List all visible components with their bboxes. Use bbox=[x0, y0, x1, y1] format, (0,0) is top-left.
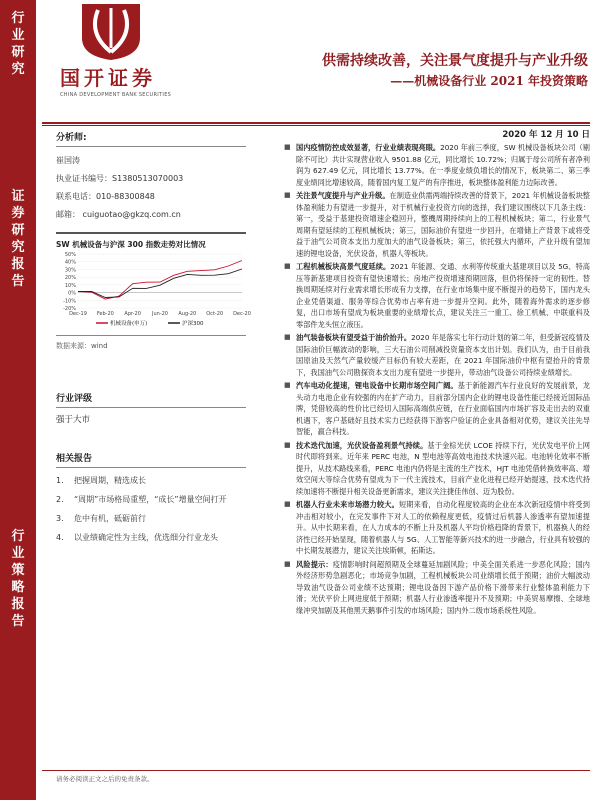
related-report-number: 1. bbox=[56, 476, 64, 485]
bullet-text bbox=[296, 499, 590, 557]
rating-divider bbox=[56, 407, 246, 408]
bullet-heading: 汽车电动化提速，锂电设备中长期市场空间广阔。 bbox=[296, 381, 458, 390]
summary-bullet bbox=[284, 499, 590, 557]
bullet-body: 2021 年能源、交通、水利等传统重大基建项目以及 5G、特高压等新基建项目投资有望快速增长；房地产投资增速预期回落，但仍将保持一定的韧性。替换周期延续对行业需求增长形成有力支撑，在行业市场集中度不断提升的趋势下，国内龙头企业凭借渠道、服务等综合优势市占率有进一步提升空间。此外，随着海外需求的逐步修复，出口市场有望成为板块重要的业绩增长点，建议关注三一重工、徐工机械、中联重科及零部件龙头恒立液压。 bbox=[296, 262, 590, 329]
bullet-square-icon: ■ bbox=[284, 262, 291, 270]
bullet-text bbox=[296, 559, 590, 617]
chart-top-divider bbox=[56, 232, 246, 234]
x-tick-label: Jun-20 bbox=[152, 311, 168, 317]
related-report-item[interactable] bbox=[56, 511, 246, 526]
y-tick-label: 40% bbox=[64, 259, 76, 266]
bullet-body: 疫情影响时间超预期及全球蔓延加剧风险；中美全面关系进一步恶化风险；国内外经济形势急剧恶化；市场竞争加剧，工程机械板块公司业绩增长低于预期；油价大幅波动导致油气设备公司业绩不达预期；锂电设备因下游产品价格下滑带来行业整体盈利能力下滑；光伏平价上网进度低于预期；机器人行业渗透率提升不及预期；中美贸易摩擦、全球地缘冲突加剧及其他黑天鹅事件引发的市场风险；国内外二级市场系统性风险。 bbox=[296, 559, 590, 615]
bullet-square-icon: ■ bbox=[284, 440, 291, 449]
header-divider bbox=[42, 122, 590, 124]
bullet-heading: 国内疫情防控成效显著，行业业绩表现亮眼。 bbox=[296, 143, 441, 152]
bullet-body: 基于金棕光伏 LCOE 持续下行，光伏发电平价上网时代即将到来。近年来 PERC 电池，N 型电池等高效电池技术快速兴起。电池转化效率不断提升，从技术路线来看，PERC 电池内仍将是主流的生产技术，HJT 电池凭借转换效率高、增效空间大等综合优势有望成为下一代主流技术，目前产业化进程已经开始提速，技术迭代持续加速将不断提升相关设备更新需求，建议关注捷佳伟创、迈为股份。 bbox=[296, 440, 590, 496]
rating-heading: 行业评级 bbox=[56, 394, 93, 404]
summary-bullet bbox=[284, 380, 590, 438]
bullet-heading: 工程机械板块高景气度延续。 bbox=[296, 262, 391, 271]
logo-english-name: CHINA DEVELOPMENT BANK SECURITIES bbox=[60, 92, 172, 98]
bullet-heading: 机器人行业未来市场潜力较大。 bbox=[296, 500, 399, 509]
y-tick-label: -10% bbox=[63, 298, 76, 305]
analyst-info bbox=[56, 152, 246, 224]
related-report-title: “周期”市场格局重塑，“成长”增量空间打开 bbox=[74, 495, 227, 504]
bullet-square-icon: ■ bbox=[284, 500, 291, 508]
bullet-heading: 风险提示： bbox=[296, 559, 333, 569]
bullet-body: 短期来看，自动化程度较高的企业在本次新冠疫情中将受到冲击相对较小，在完发事件下对人工的依赖程度更低，疫情过后机器人渗透率有望加速提升。从中长期来看，在人力成本的不断上升及机器人平均价格趋降的背景下，机器换人的经济性已经开始显现，随着机器人与 5G、人工智能等新兴技术的进一步融合，行业具有较强的中长期发展潜力，建议关注埃斯顿，拓斯达。 bbox=[296, 500, 590, 555]
bullet-text bbox=[296, 142, 590, 188]
sidebar-label-strategy-report: 行 业 策 略 报 告 bbox=[11, 529, 25, 629]
summary-bullets bbox=[284, 142, 590, 616]
bullet-square-icon: ■ bbox=[284, 333, 291, 341]
y-tick-label: 10% bbox=[64, 282, 76, 289]
left-sidebar bbox=[0, 0, 36, 800]
summary-bullet bbox=[284, 332, 590, 378]
related-report-number: 4. bbox=[56, 533, 64, 542]
bullet-text bbox=[296, 261, 590, 330]
related-report-title: 以业绩确定性为主线，优选细分行业龙头 bbox=[74, 533, 218, 542]
x-tick-label: Dec-19 bbox=[69, 311, 87, 317]
bullet-body: 2020 年前三季度，SW 机械设备板块公司（剔除不可比）共计实现营业收入 9501.88 亿元，同比增长 10.72%；归属于母公司所有者净利润为 627.49 亿元，同比增长 13.77%。在一季度业绩负增长的情况下，板块第二、第三季度业绩同比增速较高，随着国内复工复产的有序推进，板块整体盈利能力边际改善。 bbox=[296, 143, 590, 187]
bullet-text bbox=[296, 380, 590, 438]
bullet-text bbox=[296, 190, 590, 259]
x-tick-label: Feb-20 bbox=[96, 311, 114, 317]
summary-bullet bbox=[284, 559, 590, 617]
company-logo bbox=[56, 4, 172, 106]
related-report-title: 把握周期，精选成长 bbox=[74, 476, 146, 485]
footer-divider bbox=[42, 770, 590, 771]
x-tick-label: Oct-20 bbox=[206, 311, 224, 317]
report-subtitle: ——机械设备行业 2021 年投资策略 bbox=[390, 74, 588, 88]
related-report-title: 危中有机，砥砺前行 bbox=[74, 514, 146, 523]
logo-mark-icon bbox=[78, 4, 144, 60]
related-report-item[interactable] bbox=[56, 530, 246, 545]
series-line bbox=[78, 261, 242, 300]
bullet-heading: 技术迭代加速，光伏设备盈利景气持续。 bbox=[296, 440, 428, 450]
right-column bbox=[284, 128, 590, 618]
logo-chinese-name: 国开证券 bbox=[60, 66, 156, 90]
header-divider-thin bbox=[42, 125, 590, 126]
y-tick-label: 0% bbox=[68, 290, 76, 297]
related-reports-list bbox=[56, 473, 246, 545]
bullet-body: 2020 年是落实七年行动计划的第二年，但受新冠疫情及国际油价巨幅波动的影响，三大石油公司削减投资量资本支出计划。我们认为，由于目前我国原油及天然气产量较缓产目标仍有较大差距，在 2021 年国际油价中枢有望抬升的背景下，我国油气公司勘探资本支出力度有望进一步提升，带动油气设备公司持续业绩增长。 bbox=[296, 333, 590, 377]
summary-bullet bbox=[284, 190, 590, 259]
related-heading: 相关报告 bbox=[56, 454, 93, 464]
analyst-name: 崔国涛 bbox=[56, 156, 80, 165]
legend-label: 沪深300 bbox=[182, 321, 204, 327]
analyst-divider bbox=[56, 146, 246, 147]
bullet-heading: 关注景气度提升与产业升级。 bbox=[296, 191, 390, 200]
related-report-item[interactable] bbox=[56, 492, 246, 507]
chart-bottom-divider bbox=[56, 335, 246, 336]
bullet-text bbox=[296, 332, 590, 378]
y-tick-label: 30% bbox=[64, 267, 76, 274]
analyst-heading: 分析师: bbox=[56, 133, 87, 143]
sidebar-label-industry-research: 行 业 研 究 bbox=[11, 11, 25, 77]
related-report-item[interactable] bbox=[56, 473, 246, 488]
chart-title: SW 机械设备与沪深 300 指数走势对比情况 bbox=[56, 240, 206, 249]
bullet-heading: 油气装备板块有望受益于油价抬升。 bbox=[296, 333, 412, 342]
summary-bullet bbox=[284, 440, 590, 498]
legend-label: 机械设备(申万) bbox=[110, 321, 148, 327]
bullet-square-icon: ■ bbox=[284, 381, 291, 389]
related-report-number: 2. bbox=[56, 495, 64, 504]
chart-source: 数据来源：wind bbox=[56, 342, 108, 350]
bullet-square-icon: ■ bbox=[284, 143, 291, 151]
related-divider bbox=[56, 467, 246, 468]
series-line bbox=[78, 269, 242, 298]
analyst-license: 执业证书编号：S1380513070003 bbox=[56, 174, 184, 183]
bullet-body: 基于新能源汽车行业良好的发展前景，龙头动力电池企业有较强的内在扩产动力，目前部分国内企业的锂电设备性能已经接近国际品牌，凭借较高的性价比已经切入国际高端供应链，在行业面临国内市场扩容及走出去的双重机遇下，客户基础好且技术实力已经获得下游客户验证的企业具备相对优势，建议关注先导智能，嬴合科技。 bbox=[296, 381, 590, 436]
bullet-body: 在制造业供需两端持续改善的背景下，2021 年机械设备板块整体盈利能力有望进一步提升，对于机械行业投资方向的选择，我们建议围绕以下几条主线：第一，受益于基建投资增速企稳回升，整機周期持续向上的工程机械板块；第二，行业景气周期有望延续的工程机械板块；第三，国际油价有望进一步回升，在增储上产背景下或将受益于油气公司资本支出力度加大的油气设备板块；第三，依托强大内循环，产业升级有望加速的锂电设备，光伏设备，机器人等板块。 bbox=[296, 191, 590, 258]
report-title: 供需持续改善，关注景气度提升与产业升级 bbox=[322, 53, 588, 69]
bullet-square-icon: ■ bbox=[284, 559, 291, 568]
related-report-number: 3. bbox=[56, 514, 64, 523]
x-tick-label: Apr-20 bbox=[124, 311, 141, 317]
analyst-phone: 联系电话：010-88300848 bbox=[56, 192, 155, 201]
rating-value: 强于大市 bbox=[56, 415, 91, 425]
bullet-square-icon: ■ bbox=[284, 191, 291, 199]
sidebar-label-securities-report: 证 券 研 究 报 告 bbox=[11, 189, 25, 289]
y-tick-label: -20% bbox=[63, 306, 76, 312]
left-column bbox=[56, 128, 251, 549]
x-tick-label: Aug-20 bbox=[178, 311, 197, 317]
y-tick-label: 20% bbox=[64, 275, 76, 282]
y-tick-label: 50% bbox=[64, 252, 76, 258]
footer-disclaimer[interactable]: 请务必阅读正文之后的免责条款。 bbox=[56, 775, 154, 783]
x-tick-label: Dec-20 bbox=[233, 311, 251, 317]
index-comparison-chart bbox=[56, 250, 251, 330]
analyst-email[interactable]: 邮箱： cuiguotao@gkzq.com.cn bbox=[56, 210, 181, 219]
summary-bullet bbox=[284, 261, 590, 330]
bullet-text bbox=[296, 440, 590, 498]
report-date: 2020 年 12 月 10 日 bbox=[502, 130, 590, 140]
summary-bullet bbox=[284, 142, 590, 188]
